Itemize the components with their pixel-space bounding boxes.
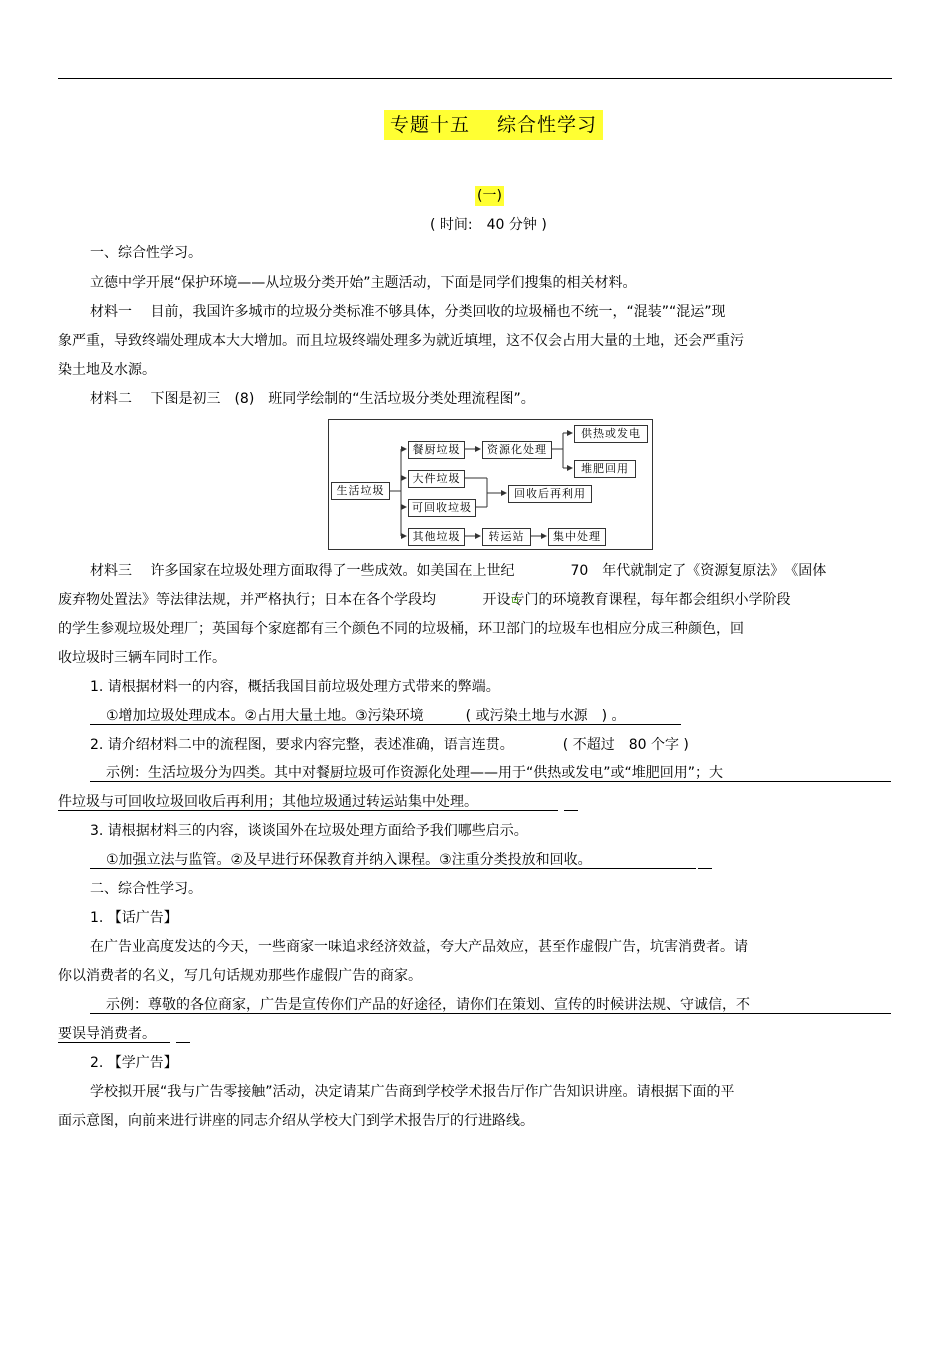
page-title: 专题十五 综合性学习 [384,110,603,140]
material3-line: 收垃圾时三辆车同时工作。 [58,650,226,666]
question-3: 3. 请根据材料三的内容，谈谈国外在垃圾处理方面给予我们哪些启示。 [90,823,528,839]
material3-line: 材料三 许多国家在垃圾处理方面取得了一些成效。如美国在上世纪 70 年代就制定了《资源复原法》 《固体 [90,563,827,579]
flow-node-bulky: 大件垃圾 [408,470,465,488]
question-1: 1. 请根据材料一的内容，概括我国目前垃圾处理方式带来的弊端。 [90,679,500,695]
section1-heading: 一、综合性学习。 [90,245,202,261]
material1-line: 象严重，导致终端处理成本大大增加。而且垃圾终端处理多为就近填埋，这不仅会占用大量的土地，还会严重污 [58,333,744,349]
answer-2-line1: 示例：生活垃圾分为四类。其中对餐厨垃圾可作资源化处理——用于“供热或发电”或“堆肥回用”；大 [90,765,891,782]
flow-node-transfer: 转运站 [482,528,531,546]
flow-node-resource: 资源化处理 [482,441,552,459]
item2-title: 2. 【学广告】 [90,1055,178,1071]
garbage-flowchart [328,419,653,550]
question-2: 2. 请介绍材料二中的流程图，要求内容完整，表述准确，语言连贯。 ( 不超过 80 个字 ) [90,737,689,753]
answer-ad-line2: 要误导消费者。 [58,1026,170,1043]
material3-line: 的学生参观垃圾处理厂；英国每个家庭都有三个颜色不同的垃圾桶，环卫部门的垃圾车也相应分成三种颜色，回 [58,621,744,637]
answer-ad-line1: 示例：尊敬的各位商家，广告是宣传你们产品的好途径，请你们在策划、宣传的时候讲法规、守诚信，不 [90,997,891,1014]
flow-node-heat: 供热或发电 [574,425,648,443]
answer-underline [176,1042,190,1043]
item1-text: 在广告业高度发达的今天，一些商家一味追求经济效益，夸大产品效应，甚至作虚假广告，坑害消费者。请 [90,939,748,955]
section1-intro: 立德中学开展“保护环境——从垃圾分类开始”主题活动，下面是同学们搜集的相关材料。 [90,275,637,291]
item1-title: 1. 【话广告】 [90,910,178,926]
flow-node-kitchen: 餐厨垃圾 [408,441,465,459]
answer-underline [666,724,680,725]
top-rule [58,78,892,79]
material3-line: 废弃物处置法》等法律法规，并严格执行；日本在各个学段均 开设专门的环境教育课程，每年都会组织小学阶段 [58,592,791,608]
item1-text: 你以消费者的名义，写几句话规劝那些作虚假广告的商家。 [58,968,422,984]
answer-underline [564,810,578,811]
edit-mark-icon [512,597,518,603]
answer-1: ①增加垃圾处理成本。②占用大量土地。③污染环境 ( 或污染土地与水源 ) 。 [90,708,681,725]
answer-underline [698,868,712,869]
flow-node-root: 生活垃圾 [331,482,390,500]
time-limit: ( 时间: 40 分钟 ) [430,217,547,233]
section2-heading: 二、综合性学习。 [90,881,202,897]
flow-node-other: 其他垃圾 [408,528,465,546]
answer-2-line2: 件垃圾与可回收垃圾回收后再利用；其他垃圾通过转运站集中处理。 [58,794,558,811]
flow-node-recyclable: 可回收垃圾 [408,499,476,517]
flow-node-central: 集中处理 [548,528,606,546]
material1-line: 材料一 目前，我国许多城市的垃圾分类标准不够具体，分类回收的垃圾桶也不统一，“混装”“混运”现 [90,304,726,320]
material2-text: 材料二 下图是初三 (8) 班同学绘制的“生活垃圾分类处理流程图”。 [90,391,535,407]
material1-line: 染土地及水源。 [58,362,156,378]
answer-3: ①加强立法与监管。②及早进行环保教育并纳入课程。③注重分类投放和回收。 [90,852,696,869]
flow-node-compost: 堆肥回用 [574,460,636,478]
item2-text: 面示意图，向前来进行讲座的同志介绍从学校大门到学术报告厅的行进路线。 [58,1113,534,1129]
flow-node-reuse: 回收后再利用 [508,485,592,503]
section-number: (一) [477,188,502,204]
item2-text: 学校拟开展“我与广告零接触”活动，决定请某广告商到学校学术报告厅作广告知识讲座。请根据下面的平 [90,1084,735,1100]
